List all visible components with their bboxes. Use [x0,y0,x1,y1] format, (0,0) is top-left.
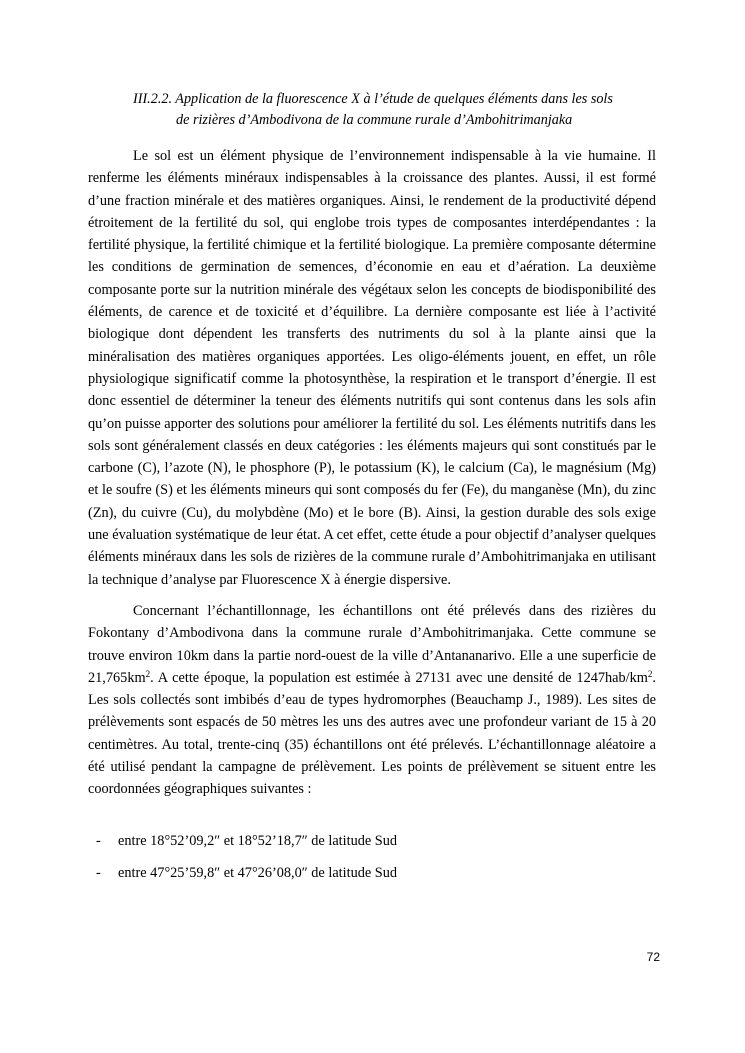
superscript-area-unit: 2 [145,668,151,679]
section-heading-line-2: de rizières d’Ambodivona de la commune rurale d’Ambohitrimanjaka [176,112,573,128]
list-item-text: entre 47°25’59,8″ et 47°26’08,0″ de latitude Sud [118,865,398,881]
paragraph-sampling-part-1: Concernant l’échantillonnage, les échantillons ont été prélevés dans des rizières du Fokontany d’Ambodivona dans la commune rurale d’Ambohitrimanjaka. Cette commune se trouve environ 10km dans la partie nord-ouest de la ville d’Antananarivo. Elle a une superficie de 21,765km [88,602,656,686]
section-heading [133,89,658,131]
list-item [88,830,656,852]
paragraph-sampling-part-3: . Les sols collectés sont imbibés d’eau de types hydromorphes (Beauchamp J., 1989). Les sites de prélèvements sont espacés de 50 mètres les uns des autres avec une profondeur variant de 15 à 20 centimètres. Au total, trente-cinq (35) échantillons ont été prélevés. L’échantillonnage aléatoire a été utilisé pendant la campagne de prélèvement. Les points de prélèvement se situent entre les coordonnées géographiques suivantes : [88,669,656,798]
dash-bullet-icon: - [96,865,101,881]
list-item [88,862,656,884]
body-text [88,145,656,801]
superscript-density-unit: 2 [647,668,653,679]
paragraph-soil-fertility: Le sol est un élément physique de l’environnement indispensable à la vie humaine. Il renferme les éléments minéraux indispensables à la croissance des plantes. Aussi, il est formé d’une fraction minérale et des matières organiques. Ainsi, le rendement de la productivité dépend étroitement de la fertilité du sol, qui englobe trois types de composantes interdépendantes : la fertilité physique, la fertilité chimique et la fertilité biologique. La première composante détermine les conditions de germination de semences, d’économie en eau et d’aération. La deuxième composante porte sur la nutrition minérale des végétaux selon les concepts de biodisponibilité des éléments, de carence et de toxicité et d’équilibre. La dernière composante est liée à l’activité biologique dont dépendent les transferts des nutriments du sol à la plante ainsi que la minéralisation des matières organiques apportées. Les oligo-éléments jouent, en effet, un rôle physiologique significatif comme la photosynthèse, la respiration et le transport d’énergie. Il est donc essentiel de déterminer la teneur des éléments nutritifs qui sont contenus dans les sols afin qu’on puisse apporter des solutions pour améliorer la fertilité du sol. Les éléments nutritifs dans les sols sont généralement classés en deux catégories : les éléments majeurs qui sont constitués par le carbone (C), l’azote (N), le phosphore (P), le potassium (K), le calcium (Ca), le magnésium (Mg) et le soufre (S) et les éléments mineurs qui sont composés du fer (Fe), du manganèse (Mn), du zinc (Zn), du cuivre (Cu), du molybdène (Mo) et le bore (B). Ainsi, la gestion durable des sols exige une évaluation systématique de leur état. A cet effet, cette étude a pour objectif d’analyser quelques éléments minéraux dans les sols de rizières de la commune rurale d’Ambohitrimanjaka en utilisant la technique d’analyse par Fluorescence X à énergie dispersive. [88,148,656,588]
section-heading-line-1: III.2.2. Application de la fluorescence X à l’étude de quelques éléments dans les sols [133,91,613,107]
list-item-text: entre 18°52’09,2″ et 18°52’18,7″ de latitude Sud [118,833,398,849]
dash-bullet-icon: - [96,833,101,849]
paragraph-sampling [88,600,656,801]
coordinates-list [88,830,656,894]
paragraph-sampling-part-2: . A cette époque, la population est estimée à 27131 avec une densité de 1247hab/km [150,669,648,686]
page-number: 72 [646,950,660,964]
